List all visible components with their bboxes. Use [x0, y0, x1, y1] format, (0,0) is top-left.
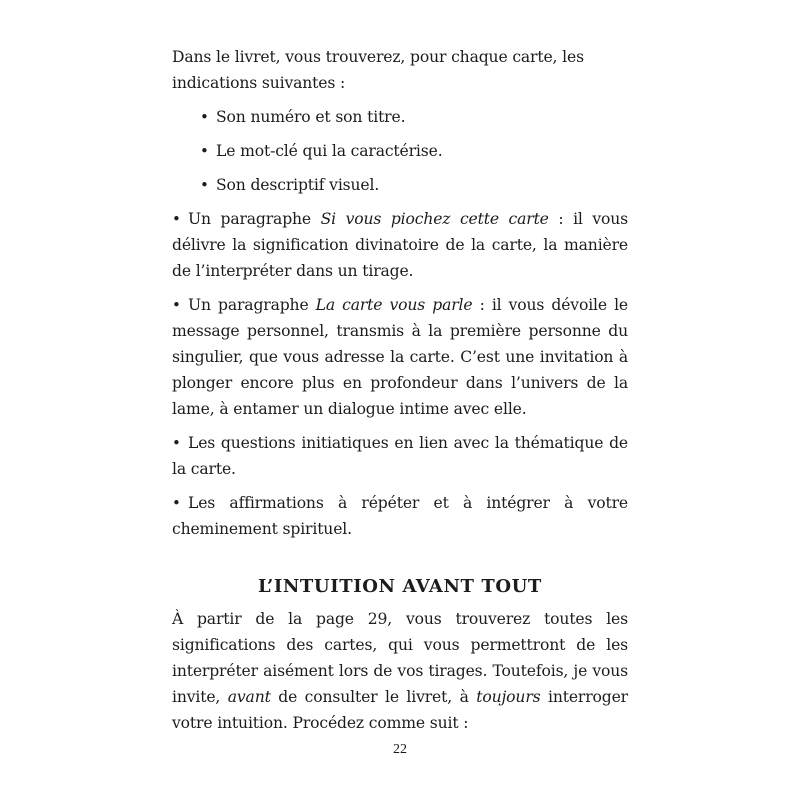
section-title: L’INTUITION AVANT TOUT	[258, 576, 542, 597]
list-item	[172, 430, 628, 482]
list-item	[172, 490, 628, 542]
bullet-icon: •	[172, 434, 181, 452]
paragraph-emphasis: toujours	[476, 688, 541, 706]
page-content	[172, 44, 628, 736]
paragraph-text: interroger votre intuition. Procédez comme suit :	[172, 688, 628, 732]
list-item-text: Un paragraphe	[188, 296, 316, 314]
page-number: 22	[393, 742, 407, 757]
list-item	[172, 206, 628, 284]
bullet-icon: •	[200, 108, 209, 126]
list-item-text: Un paragraphe	[188, 210, 321, 228]
bullet-icon: •	[200, 176, 209, 194]
bullet-icon: •	[200, 142, 209, 160]
list-item-text: Les questions initiatiques en lien avec la thématique de la carte.	[172, 434, 628, 478]
italic-heading: La carte vous parle	[315, 296, 473, 314]
bullet-icon: •	[172, 494, 181, 512]
list-item-text: Le mot-clé qui la caractérise.	[216, 142, 443, 160]
list-item	[172, 138, 628, 164]
paragraph-text: de consulter le livret, à	[270, 688, 477, 706]
italic-heading: Si vous piochez cette carte	[320, 210, 549, 228]
list-item-text: : il vous délivre la signification divinatoire de la carte, la manière de l’interpréter dans un tirage.	[172, 210, 628, 280]
list-item-text: Son descriptif visuel.	[216, 176, 380, 194]
list-item	[172, 292, 628, 422]
list-item-text: Son numéro et son titre.	[216, 108, 406, 126]
paragraph-text: À partir de la page 29, vous trouverez toutes les significations des cartes, qui vous permettront de les interpréter aisément lors de vos tirages. Toutefois, je vous invite,	[172, 610, 628, 706]
list-item-text: : il vous dévoile le message personnel, transmis à la première personne du singulier, que vous adresse la carte. C’est une invitation à plonger encore plus en profondeur dans l’univers de la lame, à entamer un dialogue intime avec elle.	[172, 296, 628, 418]
bullet-icon: •	[172, 296, 181, 314]
list-item-text: Les affirmations à répéter et à intégrer à votre cheminement spirituel.	[172, 494, 628, 538]
bullet-icon: •	[172, 210, 181, 228]
paragraph-emphasis: avant	[227, 688, 271, 706]
list-item	[172, 172, 628, 198]
list-item	[172, 104, 628, 130]
indications-list	[172, 104, 628, 542]
body-paragraph	[172, 606, 628, 736]
intro-paragraph: Dans le livret, vous trouverez, pour chaque carte, les indications suivantes :	[172, 48, 584, 92]
